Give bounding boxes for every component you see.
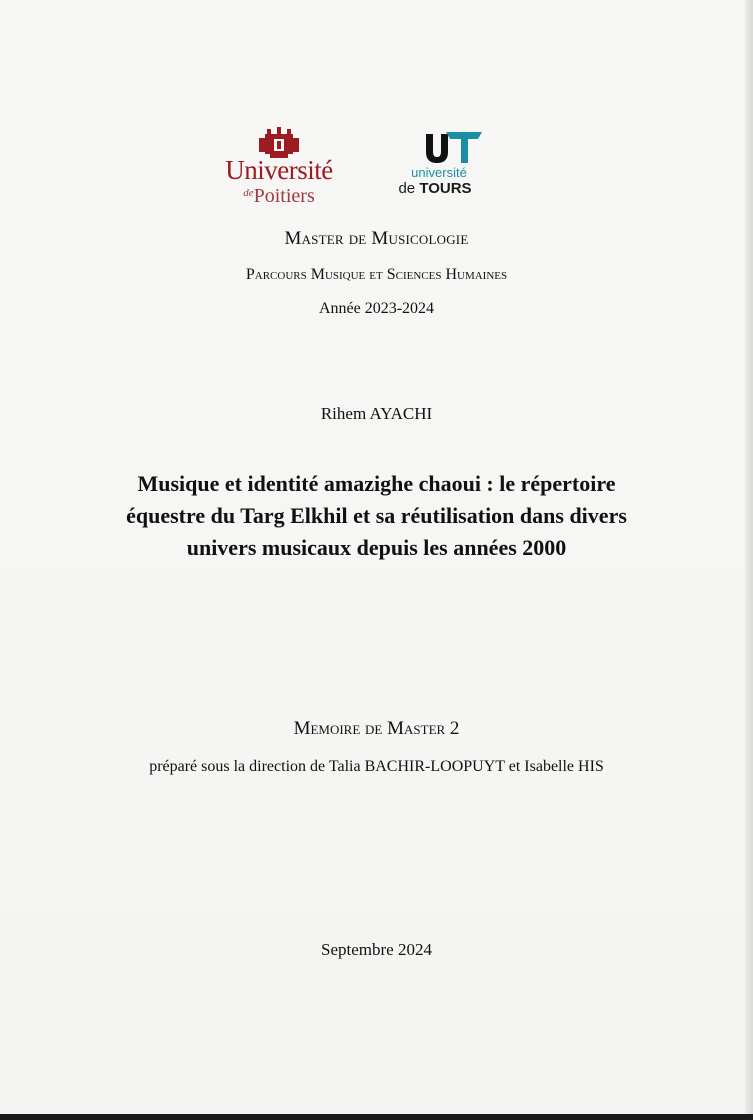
supervision-line: préparé sous la direction de Talia BACHIR-LOOPUYT et Isabelle HIS (149, 758, 604, 775)
tours-logo-city: TOURS (419, 180, 472, 197)
thesis-title-line: équestre du Targ Elkhil et sa réutilisation dans divers (126, 503, 627, 528)
program-track: Parcours Musique et Sciences Humaines (245, 266, 508, 283)
universite-poitiers-logo (218, 126, 340, 207)
poitiers-logo-line1: Université (225, 155, 333, 185)
tours-logo-line1: université (411, 165, 467, 180)
tours-ut-mark-icon (422, 130, 484, 166)
tours-logo-line2 (388, 181, 482, 197)
academic-year: Année 2023-2024 (318, 300, 435, 317)
author-name: Rihem AYACHI (320, 404, 433, 423)
program-title: Master de Musicologie (284, 228, 469, 249)
poitiers-logo-line2 (218, 183, 340, 206)
tours-logo-de: de (398, 180, 416, 197)
thesis-title-line: Musique et identité amazighe chaoui : le répertoire (137, 471, 616, 496)
poitiers-logo-city: Poitiers (253, 185, 315, 207)
universite-tours-logo (382, 130, 482, 202)
bottom-edge (0, 1114, 753, 1120)
thesis-title-line: univers musicaux depuis les années 2000 (186, 535, 567, 560)
poitiers-logo-de: de (243, 187, 254, 199)
submission-date: Septembre 2024 (321, 940, 432, 959)
thesis-title (0, 468, 753, 564)
thesis-type: Memoire de Master 2 (293, 718, 460, 739)
